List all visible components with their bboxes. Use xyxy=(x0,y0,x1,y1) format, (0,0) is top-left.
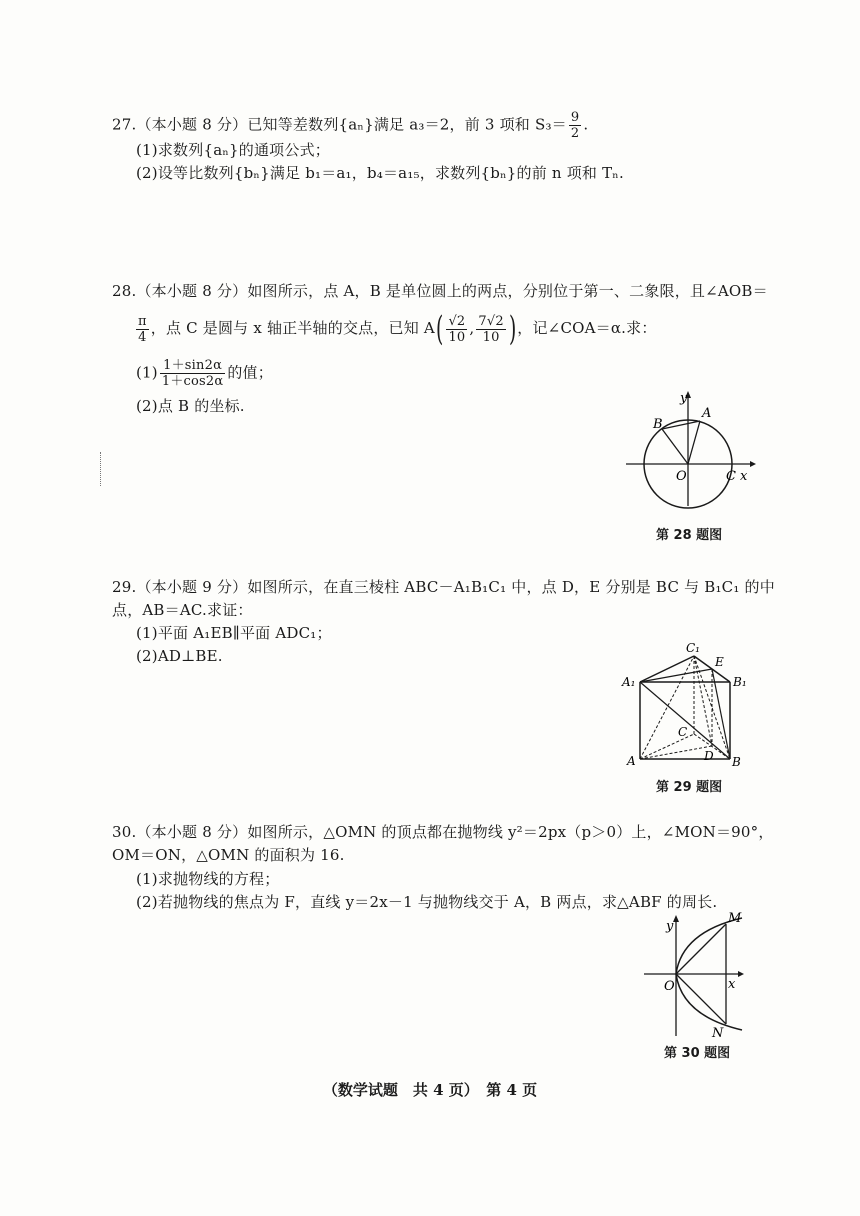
page-footer: （数学试题 共 4 页） 第 4 页 xyxy=(322,1081,538,1099)
q29-caption: 第 29 题图 xyxy=(656,780,723,795)
q27-part1: (1)求数列{aₙ}的通项公式； xyxy=(136,141,330,159)
q29-label-d: D xyxy=(704,749,714,763)
q30-label-x: x xyxy=(728,977,736,992)
q28-part1: (1) $\frac{1+\sin 2\alpha}{1+\cos 2\alpha}$ 的值； xyxy=(136,358,273,389)
q29-label-b: B xyxy=(732,755,741,769)
q27-stem: 27.（本小题 8 分）已知等差数列{aₙ}满足 a₃＝2，前 3 项和 S₃＝ $\frac{9}{2}$ . xyxy=(112,110,589,141)
q29-part2: (2)AD⊥BE. xyxy=(136,647,223,665)
q28-stem-line1: 28.（本小题 8 分）如图所示，点 A，B 是单位圆上的两点，分别位于第一、二象限，且∠AOB＝ xyxy=(112,282,768,300)
q30-part1: (1)求抛物线的方程； xyxy=(136,870,280,888)
q30-caption: 第 30 题图 xyxy=(664,1046,731,1061)
q28-label-c: C xyxy=(726,469,736,484)
q28-label-a: A xyxy=(702,406,712,421)
margin-dots xyxy=(100,452,103,486)
q29-label-e: E xyxy=(715,655,724,669)
q28-pi-fraction: $\frac{\pi}{4}$ xyxy=(138,313,147,345)
q28-label-o: O xyxy=(676,469,687,484)
q28-stem-line2: $\frac{\pi}{4}$ ，点 C 是圆与 x 轴正半轴的交点，已知 A( $\frac{√2}{10}$ , $\frac{7√2}{10}$ )，记∠COA＝α.求： xyxy=(138,309,657,349)
q29-label-b1: B₁ xyxy=(733,675,747,689)
q30-part2: (2)若抛物线的焦点为 F，直线 y＝2x－1 与抛物线交于 A，B 两点，求△ABF 的周长. xyxy=(136,893,718,911)
q30-label-o: O xyxy=(664,979,675,994)
q28-label-x: x xyxy=(740,469,748,484)
q29-label-c: C xyxy=(678,725,688,739)
q28-label-y: y xyxy=(680,391,688,406)
q28-caption: 第 28 题图 xyxy=(656,528,723,543)
q30-label-m: M xyxy=(728,911,742,926)
q29-label-a: A xyxy=(627,754,636,768)
q30-parabola-figure xyxy=(642,910,752,1040)
q29-label-a1: A₁ xyxy=(622,675,636,689)
q30-label-y: y xyxy=(666,919,674,934)
q29-stem-line2: 点，AB＝AC.求证： xyxy=(112,601,253,619)
q30-label-n: N xyxy=(712,1026,724,1040)
q29-part1: (1)平面 A₁EB∥平面 ADC₁； xyxy=(136,624,332,642)
q28-expression-fraction: $\frac{1+\sin 2\alpha}{1+\cos 2\alpha}$ xyxy=(161,358,224,389)
q28-label-b: B xyxy=(653,417,663,432)
q29-label-c1: C₁ xyxy=(686,641,700,655)
q30-stem-line2: OM＝ON，△OMN 的面积为 16. xyxy=(112,846,345,864)
q29-stem-line1: 29.（本小题 9 分）如图所示，在直三棱柱 ABC－A₁B₁C₁ 中，点 D，E 分别是 BC 与 B₁C₁ 的中 xyxy=(112,578,775,596)
q29-prism-figure xyxy=(618,638,760,770)
q28-unit-circle-figure xyxy=(622,386,762,510)
q27-fraction: $\frac{9}{2}$ xyxy=(570,110,580,141)
q27-part2: (2)设等比数列{bₙ}满足 b₁＝a₁，b₄＝a₁₅，求数列{bₙ}的前 n 项和 Tₙ. xyxy=(136,164,624,182)
q30-stem-line1: 30.（本小题 8 分）如图所示，△OMN 的顶点都在抛物线 y²＝2px（p＞0）上，∠MON＝90°， xyxy=(112,823,774,841)
q28-part2: (2)点 B 的坐标. xyxy=(136,397,245,415)
